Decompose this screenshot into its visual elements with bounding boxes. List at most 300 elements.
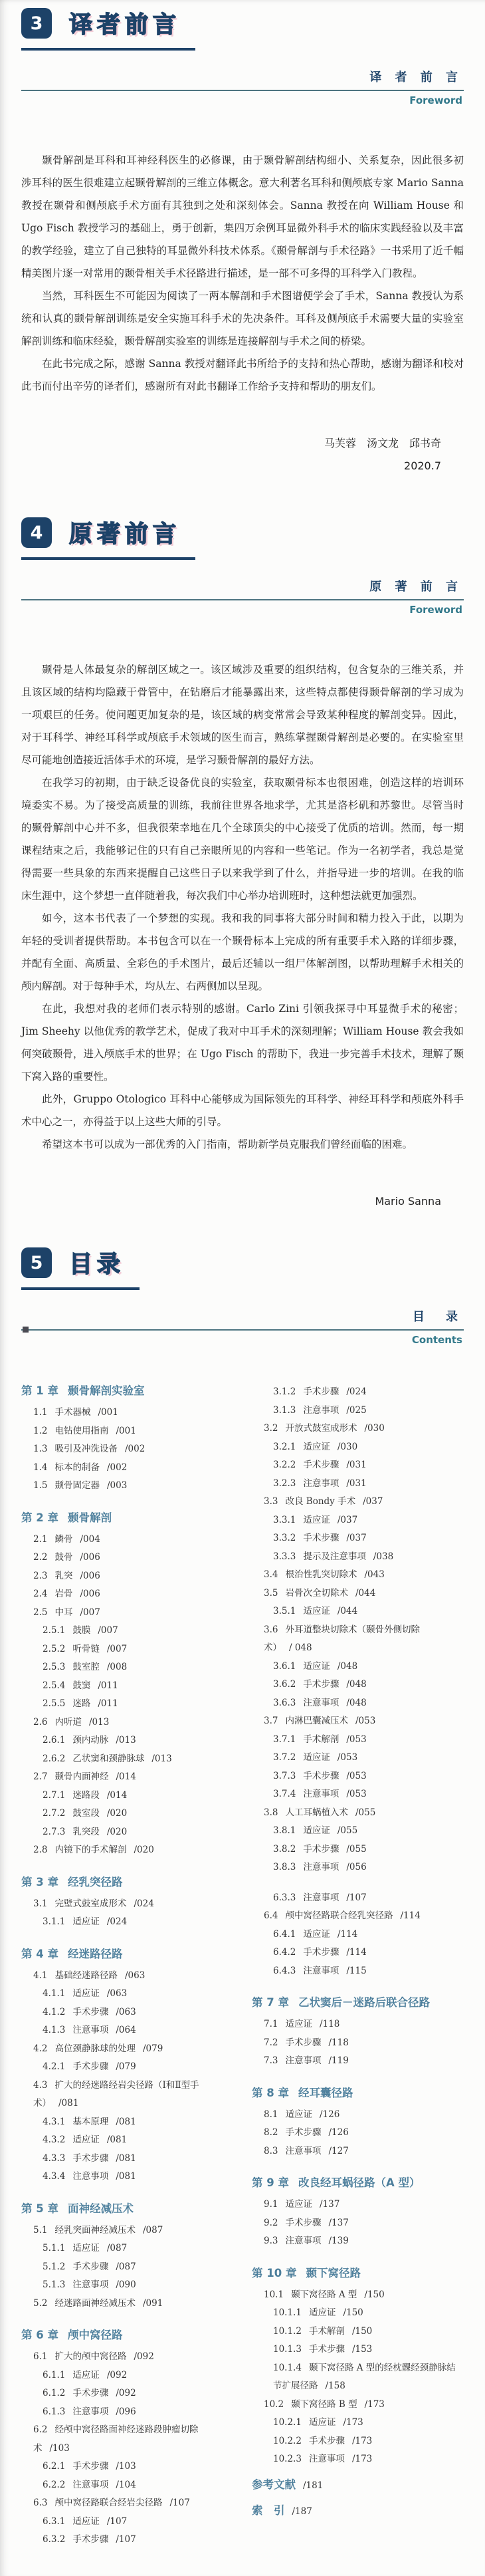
toc-item bbox=[21, 2367, 233, 2385]
toc-item-title: 颅中窝径路联合经岩尖径路 bbox=[54, 2498, 163, 2508]
page-header bbox=[21, 68, 464, 106]
section-table-of-contents bbox=[0, 1246, 485, 2549]
toc-item-number: 2.6 bbox=[33, 1716, 48, 1728]
toc-item-number: 2.1 bbox=[33, 1533, 48, 1545]
toc-item-title: 乳突段 bbox=[72, 1826, 100, 1837]
toc-item-title: 手术步骤 bbox=[303, 1947, 340, 1958]
backmatter-title: 参考文献 bbox=[252, 2478, 296, 2491]
toc-item-title: 颞下窝径路 B 型 bbox=[291, 2398, 357, 2410]
toc-page-number: /087 bbox=[142, 2224, 163, 2236]
toc-item-title: 手术解剖 bbox=[303, 1734, 340, 1745]
toc-item-title: 颞骨固定器 bbox=[54, 1480, 100, 1491]
toc-page-number: /081 bbox=[116, 2152, 136, 2164]
toc-page-number: /024 bbox=[106, 1916, 128, 1927]
toc-page-number: /013 bbox=[151, 1753, 172, 1764]
toc-item-title: 适应证 bbox=[72, 2243, 100, 2254]
toc-page-number: /153 bbox=[351, 2344, 373, 2355]
toc-item-title: 经迷路面神经减压术 bbox=[54, 2297, 136, 2309]
toc-item-title: 手术步骤 bbox=[303, 1843, 340, 1855]
toc-page-number: /048 bbox=[346, 1679, 367, 1690]
toc-page-number: /001 bbox=[116, 1425, 136, 1436]
toc-item-title: 迷路 bbox=[72, 1698, 91, 1709]
toc-item-number: 8.3 bbox=[264, 2145, 278, 2156]
toc-item-number: 3.3.3 bbox=[273, 1551, 296, 1562]
toc-item bbox=[252, 2414, 464, 2432]
toc-item bbox=[252, 1603, 464, 1621]
toc-page-number: /107 bbox=[346, 1892, 367, 1903]
toc-item-number: 3.7.1 bbox=[273, 1734, 296, 1745]
toc-chapter bbox=[252, 2085, 464, 2101]
paragraph: 在我学习的初期，由于缺乏设备优良的实验室，获取颞骨标本也很困难，创造这样的培训环境委实不易。为了接受高质量的训练，我前往世界各地求学，尤其是洛杉矶和苏黎世。尽管当时的颞骨解剖中心并不多，但我很荣幸地在几个全球顶尖的中心接受了优质的培训。然而，每一期课程结束之后，我能够记住的只有自己亲眼所见的内容和一些笔记。作为一名初学者，我总是觉得需要一些具象的东西来提醒自己这些日子以来我学到了什么，并指导进一步的培训。在我的临床生涯中，这个梦想一直伴随着我，每次我们中心举办培训班时，这种想法就更加强烈。 bbox=[21, 777, 464, 902]
toc-item-title: 适应证 bbox=[308, 2417, 336, 2428]
toc-page-number: /031 bbox=[346, 1478, 367, 1489]
toc-item-number: 1.1 bbox=[33, 1407, 48, 1418]
toc-item bbox=[21, 1732, 233, 1750]
toc-chapter bbox=[21, 1874, 233, 1890]
toc-item-number: 6.3 bbox=[33, 2498, 48, 2508]
toc-page-number: /007 bbox=[80, 1607, 100, 1618]
toc-item-title: 手术步骤 bbox=[72, 2261, 109, 2272]
toc-page-number: /173 bbox=[351, 2435, 373, 2446]
toc-item-title: 内镜下的手术解剖 bbox=[54, 1845, 127, 1855]
toc-item bbox=[252, 1907, 464, 1926]
toc-item-number: 6.3.1 bbox=[43, 2515, 66, 2527]
toc-item bbox=[21, 1549, 233, 1567]
toc-page-number: /020 bbox=[134, 1845, 154, 1855]
toc-column-right bbox=[252, 1383, 464, 2549]
toc-item bbox=[21, 2421, 233, 2458]
toc-item-number: 10.2.1 bbox=[273, 2417, 302, 2428]
toc-item-number: 4.1.2 bbox=[43, 2006, 66, 2017]
toc-item-title: 注意事项 bbox=[72, 2406, 109, 2417]
toc-item-title: 适应证 bbox=[303, 1660, 330, 1672]
toc-item bbox=[21, 1604, 233, 1622]
toc-item-title: 适应证 bbox=[308, 2307, 336, 2318]
page-header-chinese: 目 录 bbox=[413, 1310, 462, 1324]
toc-item bbox=[252, 1767, 464, 1786]
toc-page-number: /092 bbox=[116, 2388, 136, 2398]
toc-item-title: 适应证 bbox=[72, 1988, 100, 1999]
signature-block bbox=[21, 432, 464, 477]
signature-line: Mario Sanna bbox=[375, 1195, 441, 1208]
toc-item-number: 3.3.2 bbox=[273, 1533, 296, 1543]
toc-page-number: /001 bbox=[98, 1407, 118, 1418]
toc-item bbox=[252, 1676, 464, 1694]
toc-page-number: /053 bbox=[346, 1789, 367, 1799]
toc-item bbox=[252, 1585, 464, 1603]
toc-page-number: /087 bbox=[106, 2243, 128, 2254]
toc-item-title: 改良 Bondy 手术 bbox=[285, 1496, 356, 1507]
toc-item-title: 注意事项 bbox=[303, 1697, 340, 1708]
toc-item bbox=[21, 1985, 233, 2003]
toc-item-number: 10.2 bbox=[264, 2398, 284, 2410]
toc-page-number: /173 bbox=[364, 2398, 385, 2410]
toc-item-title: 注意事项 bbox=[303, 1862, 340, 1872]
toc-page-number: /063 bbox=[116, 2006, 136, 2017]
toc-item-number: 3.2 bbox=[264, 1423, 278, 1434]
toc-item-number: 3.3.1 bbox=[273, 1514, 296, 1525]
chapter-title: 颞下窝径路 bbox=[306, 2266, 361, 2279]
toc-page-number: /063 bbox=[106, 1988, 128, 1999]
toc-item bbox=[252, 2124, 464, 2142]
toc-page-number: / 048 bbox=[289, 1642, 312, 1653]
toc-page-number: /103 bbox=[116, 2461, 136, 2472]
toc-item-title: 适应证 bbox=[303, 1928, 330, 1940]
toc-page-number: /126 bbox=[328, 2127, 349, 2138]
section-title: 原著前言 bbox=[69, 521, 181, 548]
toc-item-title: 手术步骤 bbox=[72, 2534, 109, 2545]
chapter-number: 第 7 章 bbox=[252, 1996, 289, 2009]
toc-item bbox=[21, 2531, 233, 2549]
toc-page-number: /137 bbox=[319, 2199, 340, 2210]
toc-item-title: 适应证 bbox=[303, 1514, 330, 1525]
toc-page-number: /004 bbox=[80, 1533, 100, 1545]
toc-item-number: 6.2.2 bbox=[43, 2479, 66, 2490]
paragraph: 在此，我想对我的老师们表示特别的感谢。Carlo Zini 引领我探寻中耳显微手术的秘密；Jim Sheehy 以他优秀的教学艺术，促成了我对中耳手术的深刻理解；William House 教会我如何突破颞骨，进入颅底手术的世界；在 Ugo Fisch 的帮助下，我进一步完善手术技术，理解了颞下窝入路的重要性。 bbox=[21, 1003, 464, 1083]
toc-page-number: /053 bbox=[346, 1770, 367, 1781]
toc-item-number: 3.2.3 bbox=[273, 1478, 296, 1489]
toc-item-number: 3.4 bbox=[264, 1569, 278, 1580]
toc-chapter bbox=[21, 1510, 233, 1526]
toc-item bbox=[21, 2021, 233, 2040]
toc-item-number: 1.4 bbox=[33, 1462, 48, 1473]
toc-item bbox=[21, 1658, 233, 1677]
toc-item-title: 鼓膜 bbox=[72, 1625, 91, 1636]
chapter-number: 第 2 章 bbox=[21, 1511, 58, 1524]
toc-item bbox=[21, 2348, 233, 2367]
toc-item-number: 6.1.3 bbox=[43, 2406, 66, 2417]
toc-item-title: 内淋巴囊减压术 bbox=[285, 1716, 348, 1726]
toc-item-title: 乙状窦和颈静脉球 bbox=[72, 1753, 145, 1764]
toc bbox=[21, 1383, 464, 2549]
toc-page-number: /002 bbox=[106, 1462, 128, 1473]
toc-page-number: /114 bbox=[400, 1910, 421, 1921]
toc-item-title: 适应证 bbox=[303, 1441, 330, 1452]
toc-item-number: 1.3 bbox=[33, 1444, 48, 1454]
toc-item-title: 鼓窦 bbox=[72, 1680, 91, 1691]
toc-item-title: 手术步骤 bbox=[285, 2037, 322, 2048]
toc-item bbox=[252, 2052, 464, 2071]
toc-page-number: /008 bbox=[106, 1662, 128, 1672]
toc-item bbox=[252, 1511, 464, 1530]
toc-item-number: 3.8.1 bbox=[273, 1825, 296, 1836]
chapter-title: 颞骨解剖实验室 bbox=[67, 1384, 145, 1397]
toc-item-number: 9.3 bbox=[264, 2236, 278, 2246]
toc-item bbox=[252, 1566, 464, 1585]
toc-item-number: 6.3.3 bbox=[273, 1892, 296, 1903]
line-end-square bbox=[23, 1327, 29, 1333]
chapter-number: 第 8 章 bbox=[252, 2086, 289, 2099]
toc-item-number: 3.7.4 bbox=[273, 1789, 296, 1799]
toc-item-number: 7.1 bbox=[264, 2019, 278, 2029]
toc-item-title: 内听道 bbox=[54, 1716, 82, 1728]
toc-item-number: 4.1 bbox=[33, 1970, 48, 1981]
toc-page-number: /030 bbox=[337, 1441, 358, 1452]
toc-page-number: /007 bbox=[106, 1643, 128, 1654]
toc-item-title: 手术步骤 bbox=[72, 2061, 109, 2072]
page-header-english: Foreword bbox=[409, 604, 462, 616]
toc-item-number: 3.7.2 bbox=[273, 1752, 296, 1763]
toc-page-number: /043 bbox=[364, 1569, 385, 1580]
toc-item-number: 1.2 bbox=[33, 1425, 48, 1436]
toc-item-title: 鼓室腔 bbox=[72, 1662, 100, 1672]
toc-page-number: /011 bbox=[98, 1680, 118, 1691]
toc-item bbox=[252, 2286, 464, 2305]
toc-item bbox=[252, 1402, 464, 1420]
toc-page-number: /081 bbox=[116, 2171, 136, 2182]
section-translator-preface bbox=[0, 7, 485, 477]
toc-item bbox=[21, 2258, 233, 2277]
toc-item-title: 鼓室段 bbox=[72, 1808, 100, 1819]
paragraph: 当然，耳科医生不可能因为阅读了一两本解剖和手术图谱便学会了手术，Sanna 教授认为系统和认真的颞骨解剖训练是安全实施耳科手术的先决条件。耳科及侧颅底手术需要大量的实验室解剖训练和临床经验，颞骨解剖实验室的训练是连接解剖与手术之间的桥梁。 bbox=[21, 290, 464, 347]
toc-page-number: /025 bbox=[346, 1404, 367, 1416]
toc-item-title: 适应证 bbox=[72, 1916, 100, 1927]
toc-page-number: /092 bbox=[134, 2351, 154, 2362]
toc-item-number: 4.2.1 bbox=[43, 2061, 66, 2072]
toc-item-title: 扩大的颅中窝径路 bbox=[54, 2351, 127, 2362]
toc-page-number: /114 bbox=[346, 1947, 367, 1958]
toc-item-number: 6.4.3 bbox=[273, 1965, 296, 1976]
toc-item bbox=[21, 2222, 233, 2240]
toc-item-number: 10.1.2 bbox=[273, 2325, 302, 2337]
toc-item bbox=[252, 1694, 464, 1713]
toc-item-number: 5.1.3 bbox=[43, 2279, 66, 2290]
toc-item-number: 5.1.2 bbox=[43, 2261, 66, 2272]
toc-item bbox=[252, 1944, 464, 1962]
toc-page-number: /115 bbox=[346, 1965, 367, 1976]
page-header-english: Foreword bbox=[409, 94, 462, 106]
toc-item bbox=[21, 2168, 233, 2186]
toc-gap bbox=[252, 1877, 464, 1889]
toc-page-number: /024 bbox=[346, 1386, 367, 1397]
toc-page-number: /107 bbox=[106, 2515, 128, 2527]
toc-item-number: 5.1.1 bbox=[43, 2243, 66, 2254]
toc-page-number: /053 bbox=[355, 1716, 376, 1726]
toc-item-number: 9.2 bbox=[264, 2217, 278, 2228]
toc-item-title: 颞骨内面神经 bbox=[54, 1771, 109, 1782]
toc-item-number: 3.5 bbox=[264, 1587, 278, 1599]
chapter-number: 第 6 章 bbox=[21, 2329, 58, 2341]
toc-page-number: /011 bbox=[98, 1698, 118, 1709]
toc-page-number: /079 bbox=[142, 2043, 163, 2054]
toc-item bbox=[21, 1567, 233, 1586]
chapter-title: 经乳突径路 bbox=[67, 1875, 123, 1888]
toc-item-number: 2.7.1 bbox=[43, 1789, 66, 1801]
chapter-title: 乙状窦后－迷路后联合径路 bbox=[298, 1996, 430, 2009]
toc-item bbox=[252, 1712, 464, 1731]
toc-page-number: /006 bbox=[80, 1589, 100, 1599]
toc-item-number: 4.2 bbox=[33, 2043, 48, 2054]
toc-item bbox=[252, 2432, 464, 2451]
toc-item-number: 6.1.1 bbox=[43, 2369, 66, 2381]
toc-item bbox=[252, 1548, 464, 1567]
toc-item bbox=[252, 2323, 464, 2341]
toc-item bbox=[21, 1823, 233, 1842]
toc-page-number: /007 bbox=[98, 1625, 118, 1636]
toc-item bbox=[252, 1804, 464, 1823]
toc-page-number: /187 bbox=[292, 2506, 312, 2517]
toc-chapter bbox=[21, 2201, 233, 2217]
toc-page-number: /158 bbox=[325, 2381, 345, 2391]
toc-item-number: 10.2.3 bbox=[273, 2454, 302, 2464]
toc-item bbox=[252, 1383, 464, 1402]
toc-item-title: 适应证 bbox=[303, 1825, 330, 1836]
toc-item bbox=[252, 2196, 464, 2214]
toc-page-number: /055 bbox=[337, 1825, 358, 1836]
toc-item-title: 手术步骤 bbox=[72, 2461, 109, 2472]
toc-item-number: 3.2.2 bbox=[273, 1460, 296, 1470]
toc-page-number: /037 bbox=[346, 1533, 367, 1543]
toc-item bbox=[21, 1913, 233, 1932]
toc-page-number: /118 bbox=[328, 2037, 349, 2048]
toc-item bbox=[21, 1805, 233, 1823]
toc-item bbox=[252, 2396, 464, 2414]
preface-body bbox=[21, 149, 464, 398]
toc-item bbox=[21, 1695, 233, 1714]
paragraph: 颞骨解剖是耳科和耳神经科医生的必修课，由于颞骨解剖结构细小、关系复杂，因此很多初涉耳科的医生很难建立起颞骨解剖的三维立体概念。意大利著名耳科和侧颅底专家 Mario Sanna 教授在颞骨和侧颅底手术方面有其独到之处和深刻体会。Sanna 教授在向 William House 和 Ugo Fisch 教授学习的基础上，勇于创新，集四万余例耳显微外科手术的临床实践经验以及丰富的教学经验，建立了自己独特的耳显微外科技术体系。《颞骨解剖与手术径路》一书采用了近千幅精美图片逐一对常用的颞骨相关手术径路进行描述，是一部不可多得的耳科学入门教程。 bbox=[21, 154, 464, 279]
toc-item-title: 适应证 bbox=[303, 1752, 330, 1763]
toc-page-number: /103 bbox=[49, 2442, 70, 2454]
paragraph: 在此书完成之际，感谢 Sanna 教授对翻译此书所给予的支持和热心帮助，感谢为翻译和校对此书而付出辛劳的译者们，感谢所有对此书翻译工作给予支持和帮助的朋友们。 bbox=[21, 358, 464, 392]
toc-page-number: /044 bbox=[355, 1587, 376, 1599]
toc-page-number: /107 bbox=[169, 2498, 190, 2508]
toc-item-number: 4.3.2 bbox=[43, 2134, 66, 2145]
paragraph: 希望这本书可以成为一部优秀的入门指南，帮助新学员克服我们曾经面临的困难。 bbox=[42, 1138, 413, 1150]
chapter-title: 颞骨解剖 bbox=[67, 1511, 112, 1524]
toc-page-number: /002 bbox=[124, 1444, 146, 1454]
toc-item bbox=[252, 2015, 464, 2034]
section-heading bbox=[21, 1246, 140, 1290]
toc-item-title: 手术步骤 bbox=[303, 1460, 340, 1470]
toc-item-number: 2.2 bbox=[33, 1552, 48, 1563]
toc-item-title: 注意事项 bbox=[285, 2055, 322, 2066]
signature-line: 2020.7 bbox=[404, 459, 441, 472]
section-title: 目录 bbox=[69, 1251, 126, 1278]
toc-page-number: /081 bbox=[116, 2116, 136, 2127]
toc-item-number: 3.6 bbox=[264, 1624, 278, 1635]
toc-item-number: 8.2 bbox=[264, 2127, 278, 2138]
toc-item-title: 颅中窝径路联合经乳突径路 bbox=[285, 1910, 393, 1921]
toc-item bbox=[252, 1475, 464, 1493]
toc-chapter bbox=[21, 1383, 233, 1399]
toc-item-number: 2.5.4 bbox=[43, 1680, 66, 1691]
toc-item-title: 注意事项 bbox=[285, 2145, 322, 2156]
toc-item-title: 经颅中窝径路面神经迷路段肿瘤切除术 bbox=[33, 2424, 199, 2454]
toc-item bbox=[21, 2295, 233, 2313]
toc-item bbox=[252, 1822, 464, 1841]
toc-item bbox=[252, 1859, 464, 1877]
toc-item bbox=[21, 1967, 233, 1986]
toc-page-number: /119 bbox=[328, 2055, 349, 2066]
toc-item-number: 10.1.4 bbox=[273, 2362, 302, 2373]
toc-item-number: 3.8.3 bbox=[273, 1862, 296, 1872]
paragraph: 颞骨是人体最复杂的解剖区域之一。该区域涉及重要的组织结构，包含复杂的三维关系，并且该区域的结构均隐藏于骨管中，在钻磨后才能暴露出来，这些特点都使得颞骨解剖的学习成为一项艰巨的任务。使问题更加复杂的是，该区域的病变常常会导致某种程度的解剖变异。因此，对于耳科学、神经耳科学或颅底手术领域的医生而言，熟练掌握颞骨解剖是必要的。在实验室里尽可能地创造接近活体手术的环境，是学习颞骨解剖的最好方法。 bbox=[21, 664, 464, 766]
signature-block bbox=[21, 1190, 464, 1213]
toc-item bbox=[21, 2131, 233, 2150]
toc-item bbox=[21, 1622, 233, 1640]
toc-page-number: /104 bbox=[116, 2479, 136, 2490]
toc-page-number: /150 bbox=[351, 2325, 373, 2337]
page-header bbox=[21, 577, 464, 616]
toc-item bbox=[21, 1787, 233, 1805]
toc-item bbox=[252, 1749, 464, 1767]
toc-item bbox=[252, 2106, 464, 2125]
toc-item bbox=[21, 2058, 233, 2077]
toc-item-title: 手术步骤 bbox=[303, 1679, 340, 1690]
toc-item-number: 3.6.3 bbox=[273, 1697, 296, 1708]
toc-item-title: 注意事项 bbox=[285, 2236, 322, 2246]
toc-page-number: /030 bbox=[364, 1423, 385, 1434]
toc-page-number: /096 bbox=[116, 2406, 136, 2417]
toc-item bbox=[252, 1438, 464, 1457]
toc-item-number: 2.8 bbox=[33, 1845, 48, 1855]
toc-page-number: /081 bbox=[106, 2134, 128, 2145]
toc-item-title: 手术步骤 bbox=[72, 2006, 109, 2017]
toc-item-title: 完壁式鼓室成形术 bbox=[54, 1898, 127, 1909]
toc-page-number: /090 bbox=[116, 2279, 136, 2290]
section-heading bbox=[21, 7, 195, 51]
toc-chapter bbox=[252, 2265, 464, 2281]
toc-item-title: 颈内动脉 bbox=[72, 1735, 109, 1745]
toc-item-title: 颞下窝径路 A 型的经枕髁经颈静脉结节扩展径路 bbox=[273, 2362, 456, 2391]
toc-item bbox=[21, 2077, 233, 2113]
toc-item bbox=[252, 1658, 464, 1676]
chapter-number: 第 1 章 bbox=[21, 1384, 58, 1397]
toc-item-number: 9.1 bbox=[264, 2199, 278, 2210]
toc-item bbox=[21, 1477, 233, 1495]
page-header-chinese: 译 者 前 言 bbox=[369, 70, 462, 84]
toc-item-number: 1.5 bbox=[33, 1480, 48, 1491]
toc-item bbox=[21, 1714, 233, 1732]
toc-item-number: 3.2.1 bbox=[273, 1441, 296, 1452]
toc-item-title: 手术步骤 bbox=[285, 2217, 322, 2228]
toc-item-number: 2.5 bbox=[33, 1607, 48, 1618]
toc-item-number: 2.3 bbox=[33, 1570, 48, 1581]
toc-backmatter bbox=[252, 2502, 464, 2521]
toc-item-number: 3.6.1 bbox=[273, 1660, 296, 1672]
divider-line bbox=[21, 1329, 464, 1331]
toc-item bbox=[252, 1621, 464, 1658]
toc-item-number: 2.7.2 bbox=[43, 1808, 66, 1819]
toc-item-title: 适应证 bbox=[285, 2199, 312, 2210]
toc-chapter bbox=[252, 1995, 464, 2011]
toc-item-number: 6.4.1 bbox=[273, 1928, 296, 1940]
toc-item-title: 注意事项 bbox=[303, 1404, 340, 1416]
toc-page-number: /063 bbox=[124, 1970, 146, 1981]
toc-item-title: 外耳道整块切除术（颞骨外侧切除术） bbox=[264, 1624, 420, 1653]
toc-item-number: 10.1 bbox=[264, 2289, 284, 2300]
toc-item-title: 乳突 bbox=[54, 1570, 73, 1581]
toc-page-number: /031 bbox=[346, 1460, 367, 1470]
toc-item bbox=[21, 1531, 233, 1549]
toc-page-number: /048 bbox=[337, 1660, 358, 1672]
toc-item-title: 注意事项 bbox=[303, 1892, 340, 1903]
toc-item-number: 8.1 bbox=[264, 2109, 278, 2120]
chapter-title: 经耳囊径路 bbox=[298, 2086, 353, 2099]
toc-page-number: /020 bbox=[106, 1826, 128, 1837]
toc-item-number: 3.1 bbox=[33, 1898, 48, 1909]
toc-item-number: 10.1.1 bbox=[273, 2307, 302, 2318]
toc-item-title: 标本的制备 bbox=[54, 1462, 100, 1473]
toc-page-number: /044 bbox=[337, 1606, 358, 1616]
toc-item-number: 4.3.4 bbox=[43, 2171, 66, 2182]
toc-item bbox=[252, 1420, 464, 1438]
toc-item-title: 听骨链 bbox=[72, 1643, 100, 1654]
chapter-number: 第 3 章 bbox=[21, 1875, 58, 1888]
toc-page-number: /020 bbox=[106, 1808, 128, 1819]
section-number-badge: 4 bbox=[21, 517, 52, 548]
toc-item-title: 吸引及冲洗设备 bbox=[54, 1444, 118, 1454]
